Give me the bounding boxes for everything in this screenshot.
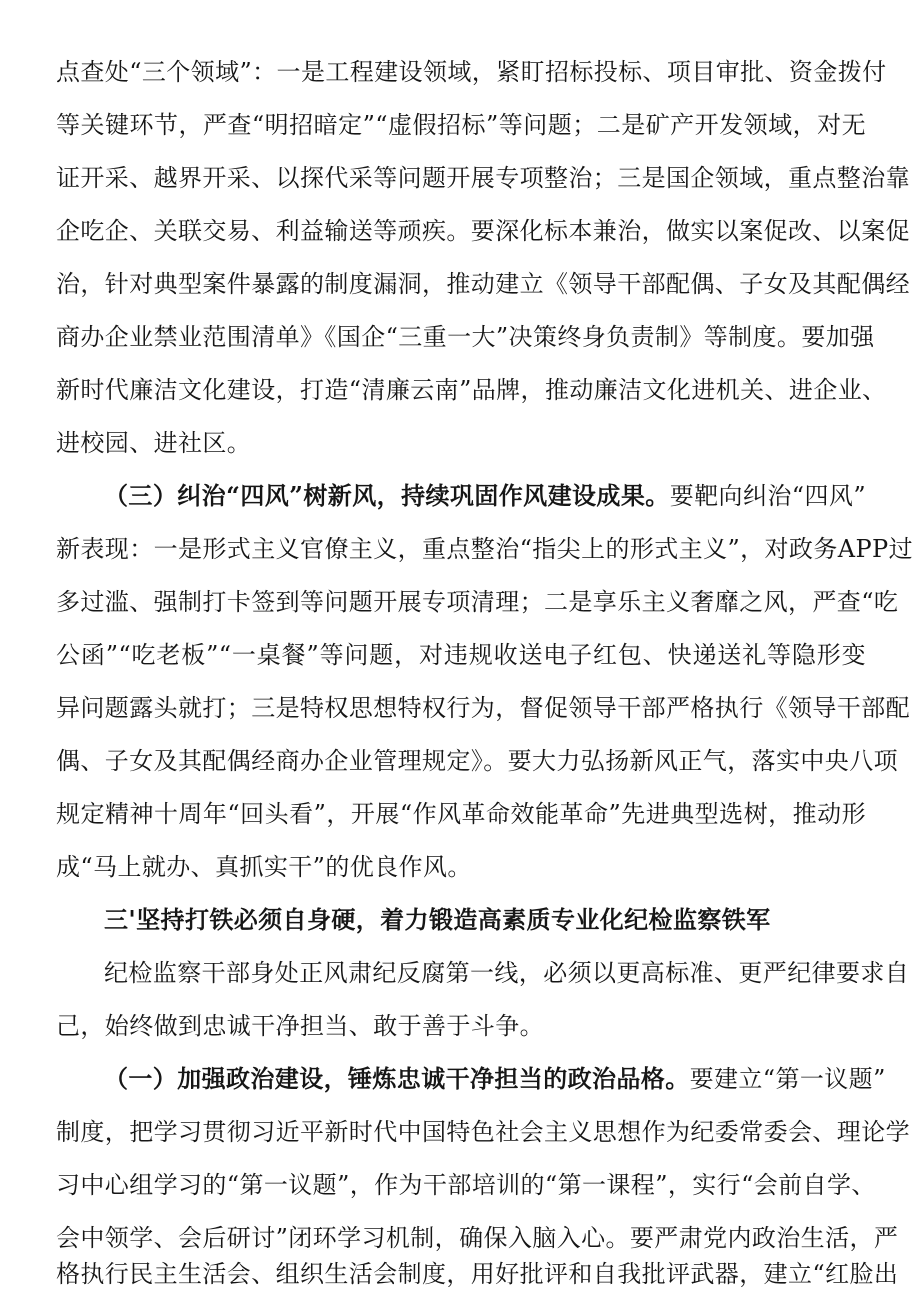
subheading-line	[104, 1055, 886, 1103]
text-line: 企吃企、关联交易、利益输送等顽疾。要深化标本兼治，做实以案促改、以案促	[56, 217, 910, 245]
text-line: 新时代廉洁文化建设，打造“清廉云南”品牌，推动廉洁文化进机关、进企业、	[56, 376, 887, 404]
subheading-line	[104, 472, 866, 520]
text-line: 制度，把学习贯彻习近平新时代中国特色社会主义思想作为纪委常委会、理论学	[56, 1118, 910, 1146]
text-line: 纪检监察干部身处正风肃纪反腐第一线，必须以更高标准、更严纪律要求自	[104, 959, 910, 987]
text-line: 己，始终做到忠诚干净担当、敢于善于斗争。	[56, 1012, 544, 1040]
text-line: 多过滥、强制打卡签到等问题开展专项清理；二是享乐主义奢靡之风，严查“吃	[56, 588, 899, 616]
text-line: 会中领学、会后研讨”闭环学习机制，确保入脑入心。要严肃党内政治生活，严	[56, 1224, 899, 1252]
subheading-body: 要建立“第一议题”	[689, 1065, 886, 1093]
text-line: 证开采、越界开采、以探代采等问题开展专项整治；三是国企领域，重点整治靠	[56, 164, 910, 192]
section-heading	[104, 896, 866, 944]
text-line: 规定精神十周年“回头看”，开展“作风革命效能革命”先进典型选树，推动形	[56, 800, 866, 828]
text-line: 成“马上就办、真抓实干”的优良作风。	[56, 853, 472, 881]
text-line: 公函”“吃老板”“一桌餐”等问题，对违规收送电子红包、快递送礼等隐形变	[56, 641, 866, 669]
text-line: 新表现：一是形式主义官僚主义，重点整治“指尖上的形式主义”，对政务APP过	[56, 535, 913, 563]
text-line: 进校园、进社区。	[56, 429, 252, 457]
section-heading-text: 三'坚持打铁必须自身硬，着力锻造高素质专业化纪检监察铁军	[104, 905, 771, 934]
text-line: 偶、子女及其配偶经商办企业管理规定》。要大力弘扬新风正气，落实中央八项	[56, 747, 898, 775]
text-line: 异问题露头就打；三是特权思想特权行为，督促领导干部严格执行《领导干部配	[56, 694, 910, 722]
text-line: 等关键环节，严查“明招暗定”“虚假招标”等问题；二是矿产开发领域，对无	[56, 111, 866, 139]
text-line: 习中心组学习的“第一议题”，作为干部培训的“第一课程”，实行“会前自学、	[56, 1171, 876, 1199]
subheading-body: 要靶向纠治“四风”	[669, 482, 867, 510]
text-line: 治，针对典型案件暴露的制度漏洞，推动建立《领导干部配偶、子女及其配偶经	[56, 270, 910, 298]
text-line: 格执行民主生活会、组织生活会制度，用好批评和自我批评武器，建立“红脸出	[56, 1260, 899, 1288]
text-line: 商办企业禁业范围清单》《国企“三重一大”决策终身负责制》等制度。要加强	[56, 323, 875, 351]
subheading-title: （一）加强政治建设，锤炼忠诚干净担当的政治品格。	[104, 1064, 690, 1093]
text-line: 点查处“三个领域”：一是工程建设领域，紧盯招标投标、项目审批、资金拨付	[56, 58, 887, 86]
subheading-title: （三）纠治“四风”树新风，持续巩固作风建设成果。	[104, 481, 670, 510]
